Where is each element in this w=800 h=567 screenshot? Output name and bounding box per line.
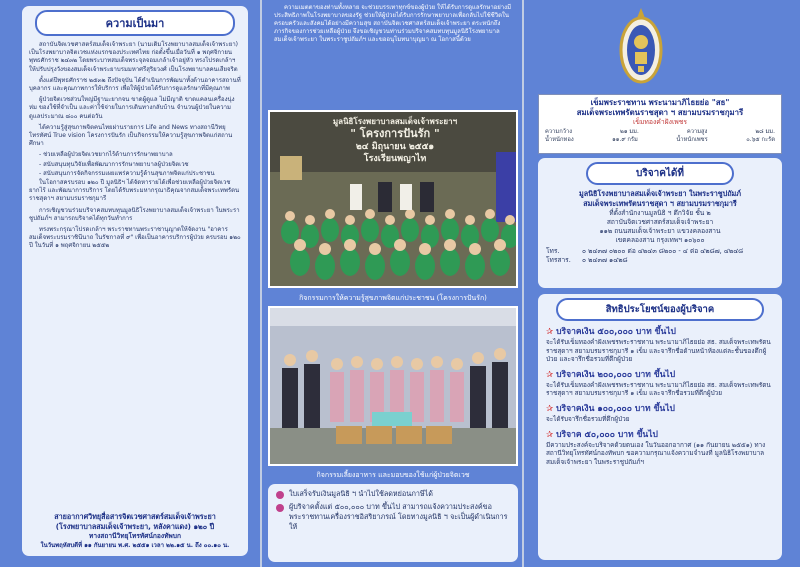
photo2-caption: กิจกรรมเลี้ยงอาหาร และมอบของใช้แก่ผู้ป่วยจิตเวช bbox=[316, 471, 470, 479]
benefit-amount: บริจาค ๕๐,๐๐๐ บาท ขึ้นไป bbox=[556, 429, 658, 440]
benefit-tier bbox=[546, 324, 774, 364]
phone-label: โทร. bbox=[546, 247, 560, 255]
broadcast-notice bbox=[29, 512, 241, 550]
spec-label: น้ำหนักทอง bbox=[545, 137, 574, 143]
donate-header: บริจาคได้ที่ bbox=[586, 162, 734, 185]
photo1-caption: กิจกรรมการให้ความรู้สุขภาพจิตแก่ประชาชน (โครงการปันรัก) bbox=[299, 294, 487, 302]
address-line: สถาบันจิตเวชศาสตร์สมเด็จเจ้าพระยา bbox=[606, 218, 714, 226]
donate-org-line: สมเด็จพระเทพรัตนราชสุดา ฯ สยามบรมราชกุมารี bbox=[583, 199, 737, 208]
star-icon: ✰ bbox=[546, 403, 554, 414]
benefit-description: จะได้รับเข็มทองคำฝังเพชรพระราชทาน พระนามาภิไธยย่อ สธ. สมเด็จพระเทพรัตนราชสุดาฯ สยามบรมราชกุมารี ๑ เข็ม และจารึกชื่อด้านหน้าห้องแต่ละชั้นของตึกผู้ป่วย และจารึกชื่อรวมที่ตึกผู้ป่วย bbox=[546, 338, 771, 364]
donation-group-image bbox=[270, 308, 518, 466]
history-header: ความเป็นมา bbox=[35, 10, 235, 36]
pin-spec-row bbox=[545, 128, 775, 136]
banner-project: " โครงการปันรัก " bbox=[350, 127, 440, 140]
fax-label: โทรสาร. bbox=[546, 256, 571, 264]
spec-value: ๑๑.๙ กรัม bbox=[612, 137, 638, 143]
fax-value: ๐ ๒๔๓๗ ๑๔๒๘ bbox=[582, 256, 628, 264]
banner-date: ๒๔ มิถุนายน ๒๕๕๑ bbox=[355, 142, 435, 152]
banner-org: มูลนิธิโรงพยาบาลสมเด็จเจ้าพระยาฯ bbox=[332, 117, 458, 126]
history-paragraph: ผู้ป่วยจิตเวชส่วนใหญ่มีฐานะยากจน ขาดผู้ดูแล ไม่มีญาติ ขาดแคลนเครื่องนุ่งห่ม ของใช้ที่จำเป็น และค่าใช้จ่ายในการเดินทางกลับบ้าน จำนวนผู้ป่วยในความดูแลประมาณ ๘๐๐ คนต่อวัน bbox=[29, 96, 235, 120]
spec-label: ความสูง bbox=[686, 129, 708, 135]
pin-spec-rows bbox=[539, 127, 781, 145]
history-paragraph: ทรงพระกรุณาโปรดเกล้าฯ พระราชทานพระราชานุญาตให้จัดงาน "อาคารสมเด็จพระบรมราชินีนาถ ในรัชกาลที่ ๙" เพื่อเป็นอาคารบริการผู้ป่วย ครบรอบ ๑๒๐ ปี ในวันที่ ๑ พฤศจิกายน ๒๕๕๒ bbox=[29, 226, 241, 250]
history-paragraph: การเชิญชวนร่วมบริจาคสมทบทุนมูลนิธิโรงพยาบาลสมเด็จเจ้าพระยา ในพระราชูปถัมภ์ฯ สามารถบริจาคได้ทุกวันทำการ bbox=[29, 206, 240, 222]
benefit-tier bbox=[546, 367, 774, 398]
benefit-description: มีความประสงค์จะบริจาคด้วยตนเอง ในวันออกอากาศ (๑๑ กันยายน ๒๕๕๑) ทางสถานีวิทยุโทรทัศน์กองทัพบก ขอความกรุณาแจ้งความจำนงที่ มูลนิธิโรงพยาบาลสมเด็จเจ้าพระยา ในพระราชูปถัมภ์ฯ bbox=[546, 440, 766, 466]
benefit-amount: บริจาคเงิน ๑๐๐,๐๐๐ บาท ขึ้นไป bbox=[556, 403, 675, 414]
spec-value: ๒๑ มม. bbox=[620, 129, 639, 135]
address-line: ๑๑๒ ถนนสมเด็จเจ้าพระยา แขวงคลองสาน bbox=[599, 227, 721, 235]
objective-list bbox=[29, 151, 241, 178]
donation-info-card bbox=[538, 158, 782, 288]
tax-benefit-box bbox=[268, 484, 518, 562]
history-paragraph: ได้ความรู้สู่สุขภาพจิตคนไทยผ่านรายการ Life and News ทางสถานีวิทยุโทรทัศน์ True vision โครงการปันรัก เป็นกิจกรรมให้ความรู้สุขภาพจิตแก่สถานศึกษา bbox=[29, 123, 233, 148]
objective-item: - สนับสนุนการจัดกิจกรรมเผยแพร่ความรู้ด้านสุขภาพจิตแก่ประชาชน bbox=[39, 169, 215, 177]
pin-title-line: เข็มพระราชทาน พระนามาภิไธยย่อ "สธ" bbox=[590, 98, 730, 107]
royal-pin-icon bbox=[618, 6, 664, 88]
banner-school: โรงเรียนพญาไท bbox=[363, 154, 427, 164]
pin-type: เข็มทองคำฝังเพชร bbox=[632, 118, 688, 126]
broadcast-line: สายอากาศวิทยุสื่อสารจิตเวชศาสตร์สมเด็จเจ้าพระยา bbox=[54, 512, 216, 521]
benefit-tier-title bbox=[546, 427, 774, 441]
left-panel bbox=[0, 0, 262, 567]
broadcast-line: (โรงพยาบาลสมเด็จเจ้าพระยา, หลังคาแดง) ๑๒๐ ปี bbox=[55, 522, 215, 531]
benefit-amount: บริจาคเงิน ๕๐๐,๐๐๐ บาท ขึ้นไป bbox=[556, 327, 676, 337]
pink-bullet-icon bbox=[276, 504, 284, 512]
tax-item-text: ผู้บริจาคตั้งแต่ ๕๐๐,๐๐๐ บาท ขึ้นไป สามารถแจ้งความประสงค์ขอพระราชทานเครื่องราชอิสริยาภรณ์ โดยทางมูลนิธิ ฯ จะเป็นผู้ดำเนินการให้ bbox=[289, 502, 508, 531]
history-text bbox=[29, 41, 241, 251]
benefit-tier bbox=[546, 427, 774, 467]
star-icon: ✰ bbox=[546, 327, 554, 337]
photo-banner bbox=[300, 116, 490, 165]
benefit-tier-title bbox=[546, 367, 774, 381]
donate-org bbox=[546, 189, 774, 245]
benefit-description: จะได้รับเข็มทองคำฝังเพชรพระราชทาน พระนามาภิไธยย่อ สธ. สมเด็จพระเทพรัตนราชสุดาฯ สยามบรมราชกุมารี ๑ เข็ม และจารึกชื่อรวมที่ตึกผู้ป่วย bbox=[546, 380, 771, 398]
benefit-tier-title bbox=[546, 401, 774, 415]
benefit-tier-title bbox=[546, 324, 774, 338]
appeal-text: ความเมตตาของท่านทั้งหลาย จะช่วยบรรเทาทุกข์ของผู้ป่วย ให้ได้รับการดูแลรักษาอย่างมีประสิทธิภาพในโรงพยาบาลของรัฐ ช่วยให้ผู้ป่วยได้รับการรักษาพยาบาลเพื่อกลับไปใช้ชีวิตในครอบครัวและสังคมได้อย่างมีความสุข สถาบันจิตเวชศาสตร์สมเด็จเจ้าพระยา ตระหนักถึงภารกิจของการช่วยเหลือผู้ป่วย จึงขอเชิญชวนท่านร่วมบริจาคสมทบทุนมูลนิธิโรงพยาบาลสมเด็จเจ้าพระยา ในพระราชูปถัมภ์ฯ และขออนุโมทนาบุญมา ณ โอกาสนี้ด้วย bbox=[274, 4, 512, 43]
history-paragraph: ในโอกาสครบรอบ ๑๒๐ ปี มูลนิธิฯ ได้จัดหารายได้เพื่อช่วยเหลือผู้ป่วยจิตเวชยากไร้ และพัฒนาการบริการ โดยได้รับพระมหากรุณาธิคุณจากสมเด็จพระเทพรัตนราชสุดาฯ สยามบรมราชกุมารี bbox=[29, 179, 240, 203]
pin-spec-row bbox=[545, 136, 775, 144]
broadcast-line: ในวันพฤหัสบดีที่ ๑๑ กันยายน พ.ศ. ๒๕๕๑ เวลา ๒๒.๑๕ น. ถึง ๐๐.๑๐ น. bbox=[40, 542, 230, 549]
donor-benefits-card bbox=[538, 294, 782, 560]
pin-spec-box bbox=[538, 94, 782, 154]
pink-bullet-icon bbox=[276, 491, 284, 499]
contact-phone bbox=[546, 247, 774, 256]
broadcast-line: ทางสถานีวิทยุโทรทัศน์กองทัพบก bbox=[89, 532, 181, 540]
tax-item bbox=[276, 502, 510, 532]
star-icon: ✰ bbox=[546, 369, 554, 380]
donate-org-line: มูลนิธิโรงพยาบาลสมเด็จเจ้าพระยา ในพระราชูปถัมภ์ bbox=[578, 189, 742, 198]
benefit-amount: บริจาคเงิน ๒๐๐,๐๐๐ บาท ขึ้นไป bbox=[556, 369, 676, 380]
tax-item bbox=[276, 489, 510, 499]
benefit-tier bbox=[546, 401, 774, 424]
address-line: เขตคลองสาน กรุงเทพฯ ๑๐๖๐๐ bbox=[615, 236, 705, 244]
spec-label: น้ำหนักเพชร bbox=[676, 137, 708, 143]
history-card bbox=[22, 6, 248, 556]
benefits-header: สิทธิประโยชน์ของผู้บริจาค bbox=[556, 298, 764, 321]
pin-title-line: สมเด็จพระเทพรัตนราชสุดา ฯ สยามบรมราชกุมารี bbox=[576, 108, 744, 117]
star-icon: ✰ bbox=[546, 429, 554, 440]
tax-item-text: ใบเสร็จรับเงินมูลนิธิ ฯ นำไปใช้ลดหย่อนภาษีได้ bbox=[289, 489, 433, 498]
meal-activity-photo bbox=[268, 306, 518, 466]
history-paragraph: สถาบันจิตเวชศาสตร์สมเด็จเจ้าพระยา (นามเดิมโรงพยาบาลสมเด็จเจ้าพระยา) เป็นโรงพยาบาลจิตเวชแห่งแรกของประเทศไทย ก่อตั้งขึ้นเมื่อวันที่ ๑ พฤศจิกายน พุทธศักราช ๒๔๓๒ โดยพระบาทสมเด็จพระจุลจอมเกล้าเจ้าอยู่หัว ทรงโปรดเกล้าฯ ให้ปรับปรุงวังของสมเด็จเจ้าพระยาบรมมหาศรีสุริยวงศ์ เป็นโรงพยาบาลคนเสียจริต bbox=[29, 41, 239, 73]
royal-pin-emblem bbox=[618, 6, 664, 88]
history-paragraph: ตั้งแต่ปีพุทธศักราช ๒๕๓๒ ถึงปัจจุบัน ได้ดำเนินการพัฒนาทั้งด้านอาคารสถานที่ บุคลากร และคุณภาพการให้บริการ เพื่อให้ผู้ป่วยได้รับการดูแลรักษาที่มีคุณภาพ bbox=[29, 76, 241, 93]
pin-title bbox=[539, 95, 781, 127]
contact-fax bbox=[546, 256, 774, 265]
benefit-description: จะได้รับจารึกชื่อรวมที่ตึกผู้ป่วย bbox=[546, 414, 630, 423]
spec-label: ความกว้าง bbox=[545, 129, 573, 135]
spec-value: ๒๘ มม. bbox=[755, 129, 775, 135]
address-line: ที่ตั้งสำนักงานมูลนิธิ ฯ ตึกวิจัย ชั้น ๒ bbox=[609, 209, 711, 217]
right-panel bbox=[524, 0, 800, 567]
panrak-project-photo bbox=[268, 110, 518, 288]
objective-item: - ช่วยเหลือผู้ป่วยจิตเวชยากไร้ด้านการรักษาพยาบาล bbox=[39, 151, 173, 159]
phone-value: ๐ ๒๔๓๗ ๐๒๐๐ ต่อ ๔๒๔๓ ๘๒๐๐ - ๔ ต่อ ๔๒๘๗, ๔๒๔๘ bbox=[582, 247, 744, 255]
spec-value: ๐.๖๕ กะรัต bbox=[746, 137, 775, 143]
middle-panel bbox=[262, 0, 524, 567]
objective-item: - สนับสนุนทุนวิจัยเพื่อพัฒนาการรักษาพยาบาลผู้ป่วยจิตเวช bbox=[39, 160, 189, 168]
